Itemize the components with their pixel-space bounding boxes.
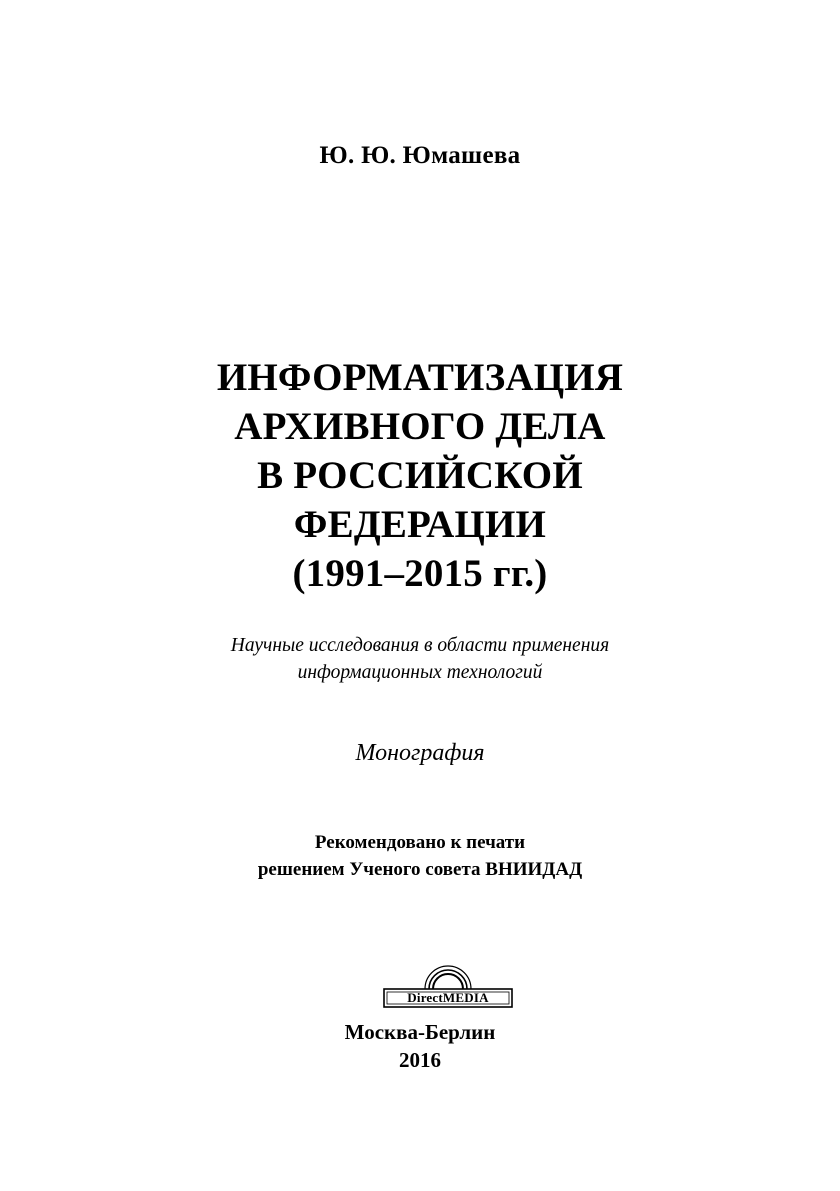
book-genre: Монография bbox=[355, 740, 485, 766]
book-title bbox=[0, 353, 840, 598]
publication-year: 2016 bbox=[399, 1048, 441, 1072]
title-years: (1991–2015 гг.) bbox=[292, 552, 548, 595]
title-line: ИНФОРМАТИЗАЦИЯ bbox=[216, 356, 624, 399]
publisher-logo-text: DirectMEDIA bbox=[407, 990, 489, 1005]
subtitle-line: Научные исследования в области применения bbox=[230, 635, 610, 656]
title-line: ФЕДЕРАЦИИ bbox=[293, 503, 547, 546]
approval-line: Рекомендовано к печати bbox=[314, 832, 526, 853]
author-name: Ю. Ю. Юмашева bbox=[319, 142, 521, 169]
approval-note bbox=[0, 829, 840, 883]
title-line: В РОССИЙСКОЙ bbox=[257, 454, 583, 497]
book-subtitle bbox=[0, 632, 840, 686]
title-line: АРХИВНОГО ДЕЛА bbox=[234, 405, 606, 448]
subtitle-line: информационных технологий bbox=[297, 662, 543, 683]
directmedia-logo-icon bbox=[383, 962, 513, 1012]
publication-city: Москва-Берлин bbox=[344, 1020, 496, 1044]
approval-line: решением Ученого совета ВНИИДАД bbox=[257, 859, 583, 880]
